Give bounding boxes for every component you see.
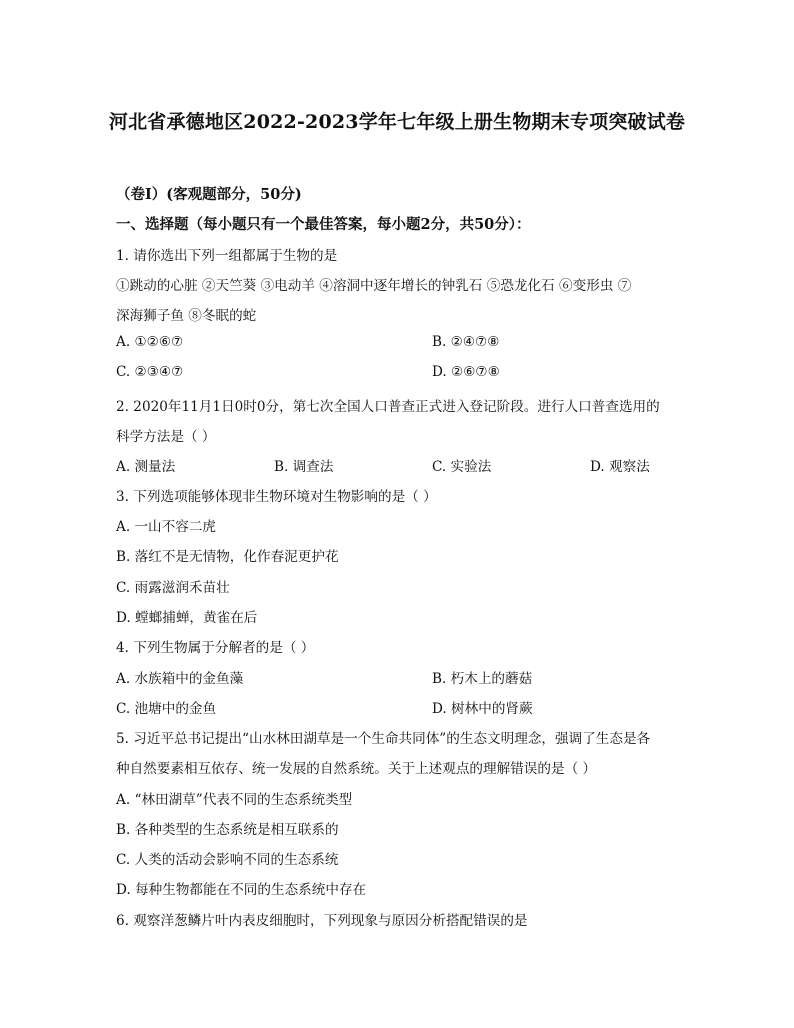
q5-option-b: B. 各种类型的生态系统是相互联系的 — [116, 822, 339, 838]
q5-stem-line2: 种自然要素相互依存、统一发展的自然系统。关于上述观点的理解错误的是（ ） — [116, 761, 597, 777]
q1-option-a: A. ①②⑥⑦ — [116, 334, 184, 350]
q3-option-c: C. 雨露滋润禾苗壮 — [116, 580, 230, 596]
q5-option-c: C. 人类的活动会影响不同的生态系统 — [116, 852, 339, 868]
q1-items-line2: 深海狮子鱼 ⑧冬眠的蛇 — [116, 308, 257, 324]
section-header: （卷I）(客观题部分，50分) — [116, 186, 302, 203]
q3-option-d: D. 螳螂捕蝉，黄雀在后 — [116, 610, 258, 626]
q2-option-d: D. 观察法 — [590, 459, 650, 475]
q4-stem: 4. 下列生物属于分解者的是（ ） — [116, 640, 315, 656]
q3-option-b: B. 落红不是无情物，化作春泥更护花 — [116, 549, 339, 565]
q4-option-d: D. 树林中的肾蕨 — [432, 701, 533, 717]
q5-option-a: A. “林田湖草”代表不同的生态系统类型 — [116, 792, 353, 808]
q2-stem-line1: 2. 2020年11月1日0时0分，第七次全国人口普查正式进入登记阶段。进行人口普查选用的 — [116, 399, 660, 415]
q5-option-d: D. 每种生物都能在不同的生态系统中存在 — [116, 882, 367, 898]
q4-option-b: B. 朽木上的蘑菇 — [432, 671, 533, 687]
q1-option-b: B. ②④⑦⑧ — [432, 334, 500, 350]
q4-option-c: C. 池塘中的金鱼 — [116, 701, 217, 717]
page-title: 河北省承德地区2022-2023学年七年级上册生物期末专项突破试卷 — [108, 111, 686, 133]
q3-stem: 3. 下列选项能够体现非生物环境对生物影响的是（ ） — [116, 489, 437, 505]
q3-option-a: A. 一山不容二虎 — [116, 519, 217, 535]
q1-stem: 1. 请你选出下列一组都属于生物的是 — [116, 248, 338, 264]
q4-option-a: A. 水族箱中的金鱼藻 — [116, 671, 244, 687]
q1-option-c: C. ②③④⑦ — [116, 364, 184, 380]
q2-option-b: B. 调查法 — [274, 459, 334, 475]
q5-stem-line1: 5. 习近平总书记提出“山水林田湖草是一个生命共同体”的生态文明理念，强调了生态是各 — [116, 731, 651, 747]
section-one-heading: 一、选择题（每小题只有一个最佳答案，每小题2分，共50分）： — [116, 216, 531, 233]
q1-option-d: D. ②⑥⑦⑧ — [432, 364, 500, 380]
q2-option-a: A. 测量法 — [116, 459, 176, 475]
q6-stem: 6. 观察洋葱鳞片叶内表皮细胞时，下列现象与原因分析搭配错误的是 — [116, 913, 528, 929]
q2-stem-line2: 科学方法是（ ） — [116, 429, 216, 445]
q1-items-line1: ①跳动的心脏 ②天竺葵 ③电动羊 ④溶洞中逐年增长的钟乳石 ⑤恐龙化石 ⑥变形虫 ⑦ — [116, 278, 632, 294]
q2-option-c: C. 实验法 — [432, 459, 492, 475]
